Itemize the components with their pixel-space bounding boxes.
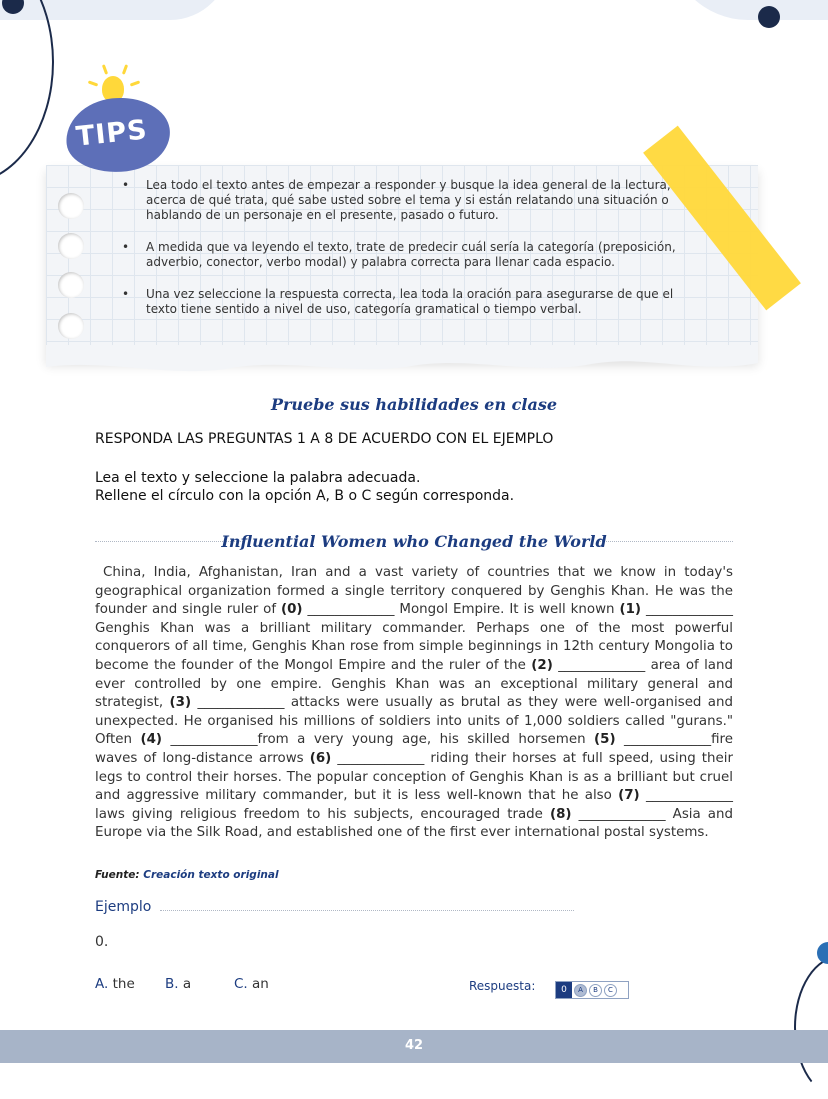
blank-number: (6) (309, 750, 332, 766)
binder-ring (58, 233, 84, 259)
blank-number: (5) (594, 732, 616, 748)
passage-segment: _____________ area of land ever controlled by one empire. Genghis Khan was an exceptional military general and strategist, (95, 657, 734, 711)
tips-item: • A medida que va leyendo el texto, trate de predecir cuál sería la categoría (preposición, adverbio, conector, verbo modal) y palabra correcta para llenar cada espacio. (118, 240, 678, 270)
blank-number: (2) (531, 657, 553, 673)
option-b (165, 976, 191, 992)
passage-segment: _____________ Genghis Khan was a brilliant military commander. Perhaps one of the most powerful conquerors of all time, Genghis Khan rose from simple beginnings in 12th century Mongolia to become the founder of the Mongol Empire and the ruler of the (95, 602, 733, 673)
passage-segment: _____________ attacks were usually as brutal as they were well-organised and unexpected. He organised his millions of soldiers into units of 1,000 soldiers called "gurans." Often (95, 695, 734, 748)
option-a (95, 976, 135, 992)
answer-sheet (555, 981, 629, 999)
passage-title: Influential Women who Changed the World (221, 532, 607, 551)
answer-bubble-a[interactable]: A (574, 984, 587, 997)
example-question-number: 0. (95, 934, 109, 950)
example-label: Ejemplo (95, 899, 152, 915)
section-heading: Pruebe sus habilidades en clase (270, 395, 558, 414)
passage-segment: _____________fire waves of long-distance arrows (95, 732, 733, 766)
arc-decoration-left (0, 0, 54, 184)
bulb-ray (122, 64, 128, 74)
tips-list (118, 178, 678, 334)
passage-segment: _____________ laws giving religious freedom to his subjects, encouraged trade (95, 788, 734, 822)
bulb-ray (102, 64, 108, 74)
source-credit (95, 869, 279, 881)
binder-ring (58, 313, 84, 339)
blank-number: (7) (618, 788, 640, 804)
passage-segment: China, India, Afghanistan, Iran and a vast variety of countries that we know in today's geographical organization formed a single territory conquered by Genghis Khan. He was the founder and single ruler of (95, 565, 733, 618)
passage-segment: _____________from a very young age, his skilled horsemen (162, 732, 595, 748)
passage-text (95, 564, 733, 843)
passage-segment: _____________ riding their horses at full speed, using their legs to control their horses. The popular conception of Genghis Khan is as a brilliant but cruel and aggressive military commander, but it is less well-known that he also (95, 750, 733, 804)
binder-ring (58, 272, 84, 298)
divider (160, 910, 574, 911)
dot-decoration (817, 942, 828, 964)
instructions-main: RESPONDA LAS PREGUNTAS 1 A 8 DE ACUERDO CON EL EJEMPLO (95, 431, 554, 447)
corner-decoration-top-right (668, 0, 828, 20)
tips-item: • Una vez seleccione la respuesta correcta, lea toda la oración para asegurarse de que el texto tiene sentido a nivel de uso, categoría gramatical o tiempo verbal. (118, 287, 678, 317)
binder-ring (58, 193, 84, 219)
option-letter: C. (234, 976, 248, 992)
instructions-line-2: Rellene el círculo con la opción A, B o C según corresponda. (95, 488, 515, 504)
bulb-ray (130, 80, 140, 86)
passage-title-row (95, 532, 733, 554)
blank-number: (8) (549, 806, 572, 822)
option-text: an (252, 976, 269, 992)
passage-segment: _____________ Mongol Empire. It is well known (302, 602, 620, 618)
blank-number: (0) (280, 602, 303, 618)
source-value: Creación texto original (143, 869, 279, 881)
tips-badge-label: TIPS (74, 114, 150, 153)
tips-item: • Lea todo el texto antes de empezar a responder y busque la idea general de la lectura, acerca de qué trata, qué sabe usted sobre el tema y si están relatando una situación o hablando de un personaje en el presente, pasado o futuro. (118, 178, 678, 223)
option-c (234, 976, 269, 992)
source-label: Fuente: (95, 869, 140, 881)
paper-tear-edge (46, 345, 758, 377)
option-text: the (112, 976, 135, 992)
dot-decoration (758, 6, 780, 28)
bulb-ray (88, 80, 98, 86)
blank-number: (4) (140, 732, 163, 748)
option-letter: A. (95, 976, 109, 992)
blank-number: (3) (169, 695, 192, 711)
option-text: a (182, 976, 192, 992)
passage-segment: _____________ Asia and Europe via the Silk Road, and established one of the first ever international postal systems. (95, 806, 733, 841)
option-letter: B. (165, 976, 179, 992)
answer-number: 0 (556, 982, 572, 998)
blank-number: (1) (619, 602, 642, 618)
instructions-line-1: Lea el texto y seleccione la palabra adecuada. (95, 470, 421, 486)
answer-label: Respuesta: (469, 979, 536, 993)
arc-decoration-right (794, 955, 828, 1099)
answer-bubble-c[interactable]: C (604, 984, 617, 997)
page-number: 42 (404, 1038, 424, 1053)
answer-bubble-b[interactable]: B (589, 984, 602, 997)
